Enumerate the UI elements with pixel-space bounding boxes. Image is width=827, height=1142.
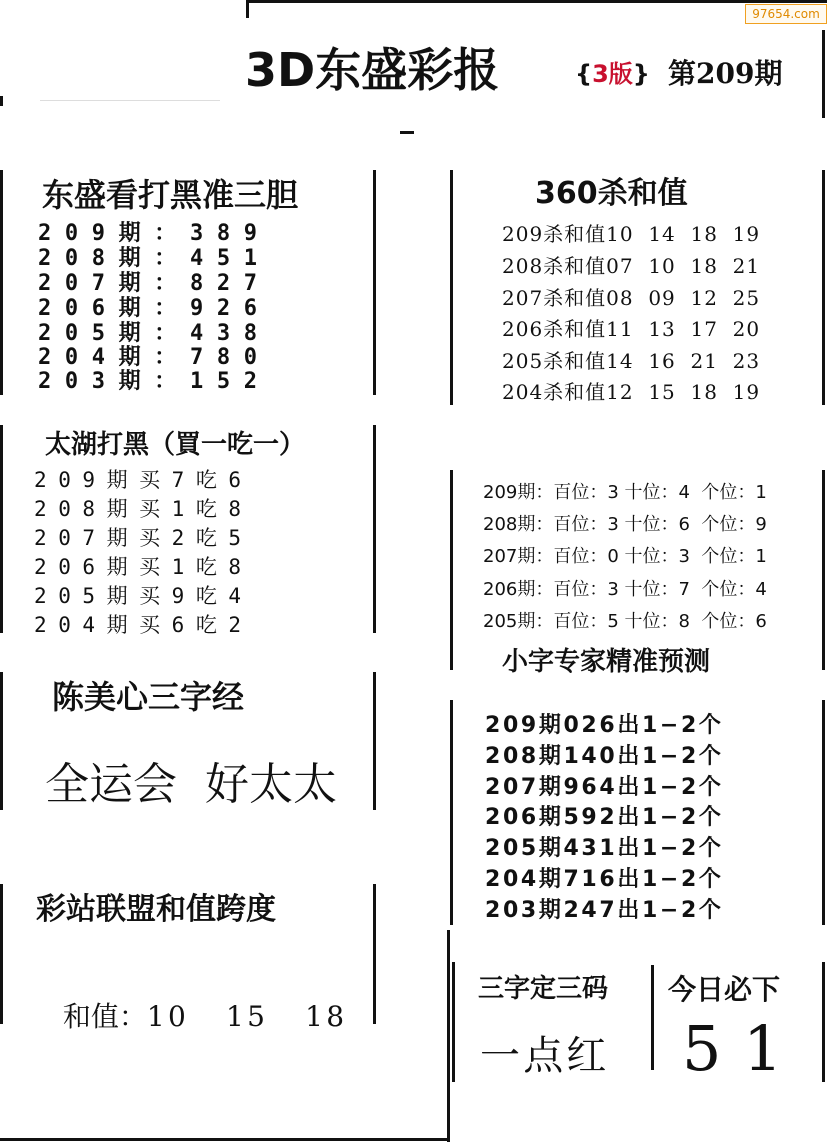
list-item: 207杀和值08 09 12 25 — [502, 286, 761, 310]
edition-open-brace: { — [575, 60, 593, 88]
list-item: 205期：百位：5 十位：8 个位：6 — [483, 611, 767, 632]
section-title-today: 今日必下 — [668, 973, 781, 1006]
box8-left-rule — [452, 962, 455, 1082]
bold-numbers: 451 — [189, 246, 271, 271]
separator: ： — [154, 221, 190, 246]
list-item: 207期964出1−2个 — [485, 775, 724, 800]
period-label: 204期 — [38, 345, 155, 370]
period-label: 207期 — [38, 271, 155, 296]
list-item: 209期：百位：3 十位：4 个位：1 — [483, 482, 767, 503]
box6-left-rule — [450, 700, 453, 925]
alliance-sum-row — [45, 962, 347, 1035]
page-title: 3D东盛彩报 — [245, 43, 500, 97]
bottom-left-rule — [0, 1138, 450, 1141]
period-label: 206期 — [38, 296, 155, 321]
bold-numbers: 438 — [189, 321, 271, 346]
list-item: 208期买1吃8 — [34, 497, 253, 521]
box3-left-rule — [0, 425, 3, 633]
header-underline — [40, 100, 220, 101]
three-code-text: 一点红 — [480, 1033, 610, 1079]
list-item: 207期买2吃5 — [34, 526, 253, 550]
box4-right-rule — [822, 470, 825, 670]
separator: ： — [154, 369, 190, 394]
separator: ： — [154, 296, 190, 321]
box5-left-rule — [0, 672, 3, 810]
edition-close-brace: } — [632, 60, 650, 88]
edition-number: 3版 — [592, 60, 633, 88]
bold-numbers: 827 — [189, 271, 271, 296]
list-item: 209杀和值10 14 18 19 — [502, 222, 761, 246]
header-left-tick — [0, 96, 3, 106]
list-item: 208期：百位：3 十位：6 个位：9 — [483, 514, 767, 535]
separator: ： — [154, 321, 190, 346]
list-item: 204杀和值12 15 18 19 — [502, 380, 761, 404]
period-label: 209期 — [38, 221, 155, 246]
list-item: 206期592出1−2个 — [485, 805, 724, 830]
list-item: 206期：百位：3 十位：7 个位：4 — [483, 579, 767, 600]
sum-values: 10 15 18 — [146, 1000, 348, 1033]
bold-numbers: 780 — [189, 345, 271, 370]
list-item: 206期买1吃8 — [34, 555, 253, 579]
list-item — [38, 364, 271, 395]
header-right-rule — [822, 30, 825, 118]
box8-right-rule — [822, 962, 825, 1082]
box1-left-rule — [0, 170, 3, 395]
separator: ： — [154, 246, 190, 271]
list-item: 206杀和值11 13 17 20 — [502, 317, 761, 341]
period-label: 208期 — [38, 246, 155, 271]
section-title-chen: 陈美心三字经 — [52, 678, 245, 716]
box8-divider — [651, 965, 654, 1070]
section-title-kill-sum: 360杀和值 — [535, 176, 688, 211]
chen-phrase: 全运会 好太太 — [45, 759, 337, 810]
list-item: 203期247出1−2个 — [485, 898, 724, 923]
box2-left-rule — [450, 170, 453, 405]
list-item: 205期买9吃4 — [34, 584, 253, 608]
issue-number: 第209期 — [668, 57, 783, 90]
section-title-alliance: 彩站联盟和值跨度 — [36, 892, 276, 927]
header-left-rule — [246, 0, 249, 18]
sum-label: 和值： — [62, 1000, 147, 1033]
top-rule — [246, 0, 827, 3]
box4-left-rule — [450, 470, 453, 670]
period-label: 203期 — [38, 369, 155, 394]
box3-right-rule — [373, 425, 376, 633]
header-dash — [400, 131, 414, 134]
box7-left-rule — [0, 884, 3, 1024]
separator: ： — [154, 345, 190, 370]
list-item: 208杀和值07 10 18 21 — [502, 254, 761, 278]
list-item: 205期431出1−2个 — [485, 836, 724, 861]
separator: ： — [154, 271, 190, 296]
box5-right-rule — [373, 672, 376, 810]
box6-right-rule — [822, 700, 825, 925]
edition-badge — [575, 54, 650, 89]
list-item: 209期026出1−2个 — [485, 713, 724, 738]
bold-numbers: 389 — [189, 221, 271, 246]
list-item: 205杀和值14 16 21 23 — [502, 349, 761, 373]
section-title-expert: 小字专家精准预测 — [502, 647, 711, 677]
section-title-taihu: 太湖打黑（買一吃一） — [45, 430, 306, 460]
bold-numbers: 152 — [189, 369, 271, 394]
box2-right-rule — [822, 170, 825, 405]
today-number: 51 — [682, 1012, 805, 1085]
section-title-three-bold: 东盛看打黑准三胆 — [42, 176, 299, 214]
site-watermark: 97654.com — [745, 4, 827, 24]
list-item: 207期：百位：0 十位：3 个位：1 — [483, 546, 767, 567]
period-label: 205期 — [38, 321, 155, 346]
bottom-center-rule — [447, 930, 450, 1142]
list-item: 204期买6吃2 — [34, 613, 253, 637]
list-item: 208期140出1−2个 — [485, 744, 724, 769]
bold-numbers: 926 — [189, 296, 271, 321]
box7-right-rule — [373, 884, 376, 1024]
section-title-three-code: 三字定三码 — [478, 974, 609, 1004]
list-item: 209期买7吃6 — [34, 468, 253, 492]
box1-right-rule — [373, 170, 376, 395]
list-item: 204期716出1−2个 — [485, 867, 724, 892]
